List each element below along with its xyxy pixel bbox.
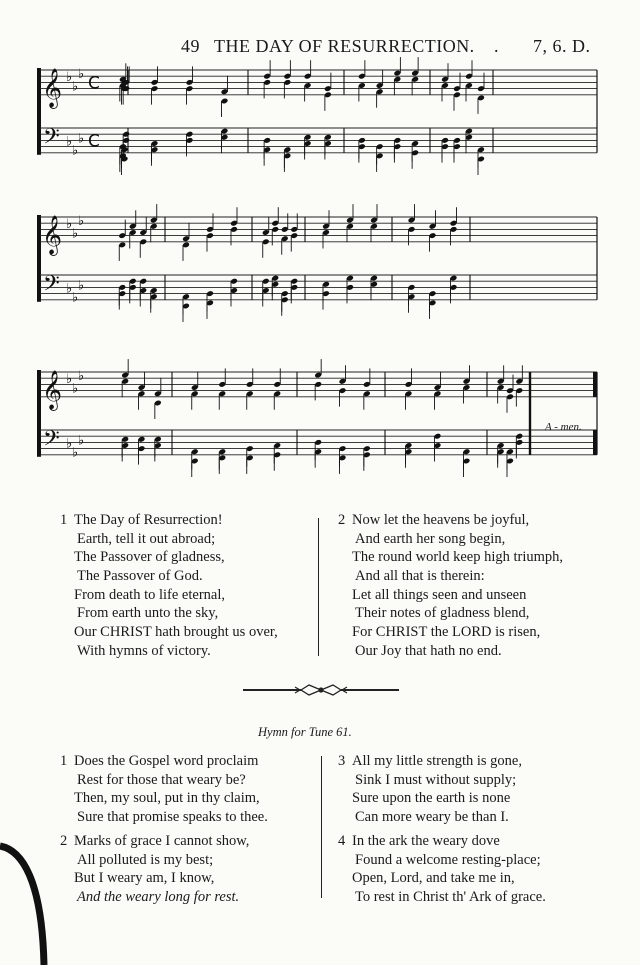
verse-number: 1 xyxy=(60,512,68,528)
verse-line: 1 Does the Gospel word proclaim xyxy=(60,753,259,769)
flat-sign: ♭ xyxy=(78,278,85,294)
treble-clef: 𝄞 xyxy=(42,67,63,108)
verse-line: And earth her song begin, xyxy=(355,530,506,547)
hymn-number: 49 xyxy=(181,36,200,56)
system-bracket xyxy=(37,68,41,155)
verse-line: And all that is therein: xyxy=(355,568,485,585)
verse-2 xyxy=(338,511,563,661)
verse-line: Rest for those that weary be? xyxy=(77,771,246,788)
flat-sign: ♭ xyxy=(72,381,79,397)
verse-line: 2 Now let the heavens be joyful, xyxy=(338,512,530,528)
verse-line: Let all things seen and unseen xyxy=(352,586,527,603)
stanza-number: 4 xyxy=(338,833,346,849)
stanza-divider xyxy=(321,756,322,898)
time-signature: C xyxy=(88,73,100,94)
bass-clef: 𝄢 xyxy=(43,124,60,155)
system-bracket xyxy=(37,370,41,457)
flat-sign: ♭ xyxy=(78,369,85,385)
flat-sign: ♭ xyxy=(72,143,79,159)
stanza-number: 3 xyxy=(338,753,346,769)
verse-line: Found a welcome resting-place; xyxy=(355,851,541,868)
ornament-divider xyxy=(243,681,399,699)
verse-line: 1 The Day of Resurrection! xyxy=(60,512,223,528)
flat-sign: ♭ xyxy=(72,445,79,461)
flat-sign: ♭ xyxy=(66,134,73,150)
hymn-reference: Hymn for Tune 61. xyxy=(258,725,352,739)
flat-sign: ♭ xyxy=(72,290,79,306)
verse-line: Open, Lord, and take me in, xyxy=(352,870,515,887)
verse-line: Our Joy that hath no end. xyxy=(355,642,502,659)
bass-clef: 𝄢 xyxy=(43,426,60,457)
verse-line: To rest in Christ th' Ark of grace. xyxy=(355,889,546,906)
verse-line: Their notes of gladness blend, xyxy=(355,605,530,622)
verse-line: Then, my soul, put in thy claim, xyxy=(74,790,260,807)
system-bracket xyxy=(37,215,41,302)
verse-line: All polluted is my best; xyxy=(77,851,214,868)
verse-1 xyxy=(60,511,278,661)
final-barline xyxy=(593,430,597,455)
treble-clef: 𝄞 xyxy=(42,369,63,410)
final-barline xyxy=(593,372,597,397)
verse-divider xyxy=(318,518,319,656)
flat-sign: ♭ xyxy=(66,372,73,388)
verse-line: Our CHRIST hath brought us over, xyxy=(74,624,278,641)
flat-sign: ♭ xyxy=(72,79,79,95)
verse-line: With hymns of victory. xyxy=(77,642,211,659)
flat-sign: ♭ xyxy=(66,217,73,233)
verse-line: From earth unto the sky, xyxy=(77,605,219,622)
verse-line: Sure that promise speaks to thee. xyxy=(77,809,268,826)
verse-line: The Passover of God. xyxy=(77,568,203,585)
flat-sign: ♭ xyxy=(78,214,85,230)
hymn-meter: 7, 6. D. xyxy=(533,36,591,56)
verse-line: Earth, tell it out abroad; xyxy=(77,530,216,547)
stanza-3 xyxy=(338,752,522,827)
page-edge-shadow xyxy=(0,840,60,965)
verse-line: For CHRIST the LORD is risen, xyxy=(352,624,541,641)
verse-line: The round world keep high triumph, xyxy=(352,549,564,566)
stanza-2 xyxy=(60,832,249,907)
verse-line: The Passover of gladness, xyxy=(74,549,225,566)
stanza-1 xyxy=(60,752,268,827)
flat-sign: ♭ xyxy=(78,433,85,449)
flat-sign: ♭ xyxy=(66,436,73,452)
header-dot: . xyxy=(494,36,499,56)
flat-sign: ♭ xyxy=(72,226,79,242)
verse-line: 3 All my little strength is gone, xyxy=(338,753,522,769)
hymn-title: THE DAY OF RESURRECTION. xyxy=(214,36,475,56)
stanza-number: 1 xyxy=(60,753,68,769)
flat-sign: ♭ xyxy=(78,131,85,147)
verse-line: Can more weary be than I. xyxy=(355,809,509,826)
stanza-number: 2 xyxy=(60,833,68,849)
verse-line: And the weary long for rest. xyxy=(77,889,240,906)
flat-sign: ♭ xyxy=(78,67,85,83)
stanza-4 xyxy=(338,832,546,907)
flat-sign: ♭ xyxy=(66,70,73,86)
amen-label: A - men. xyxy=(545,421,582,433)
verse-line: Sure upon the earth is none xyxy=(352,790,511,807)
verse-line: 4 In the ark the weary dove xyxy=(338,833,500,849)
verse-line: 2 Marks of grace I cannot show, xyxy=(60,833,250,849)
bass-clef: 𝄢 xyxy=(43,271,60,302)
time-signature: C xyxy=(88,131,100,152)
treble-clef: 𝄞 xyxy=(42,214,63,255)
verse-line: From death to life eternal, xyxy=(74,586,225,603)
flat-sign: ♭ xyxy=(66,281,73,297)
verse-number: 2 xyxy=(338,512,346,528)
verse-line: But I weary am, I know, xyxy=(74,870,215,887)
verse-line: Sink I must without supply; xyxy=(355,771,517,788)
